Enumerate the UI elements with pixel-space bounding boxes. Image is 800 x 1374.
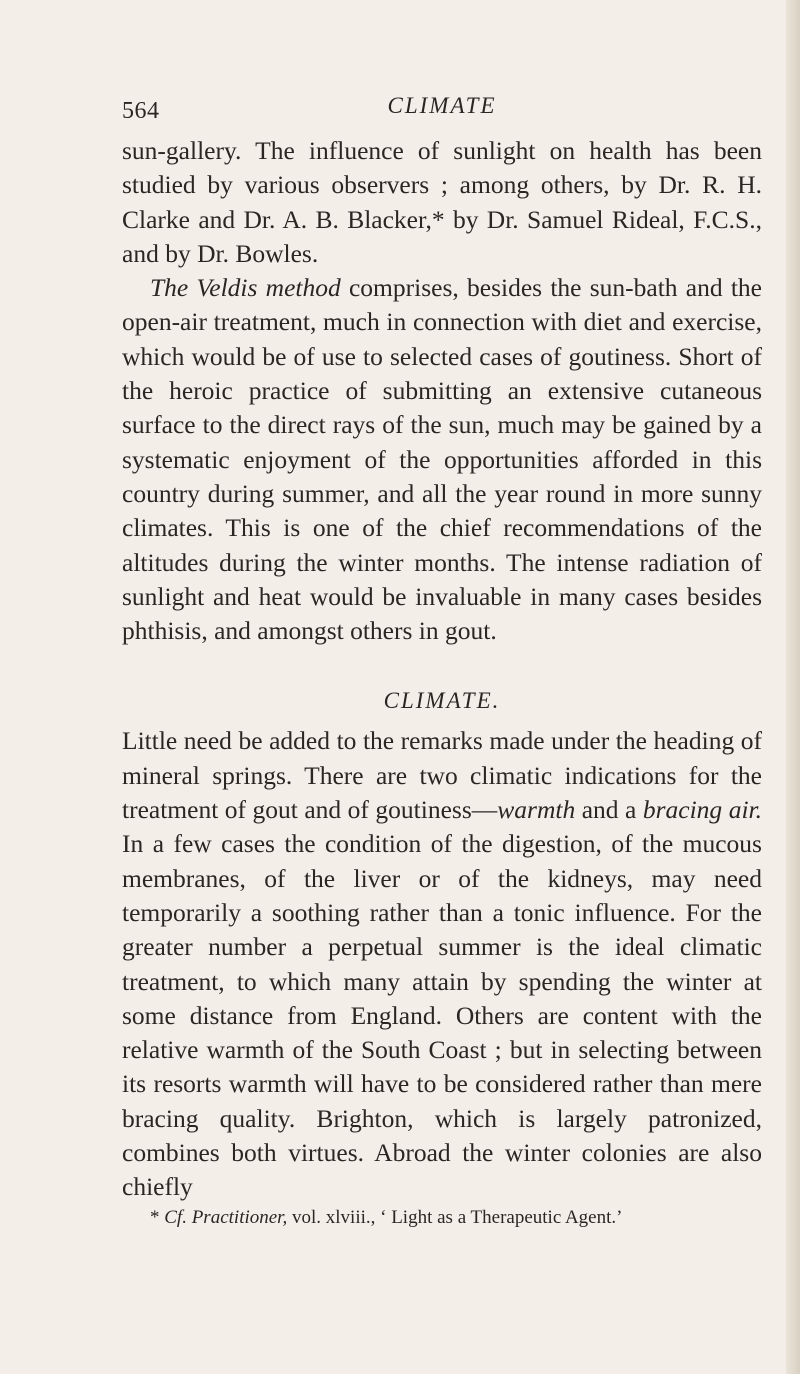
climate-text-part-1: Little need be added to the remarks made under the heading of mineral springs. There are two climatic indications for the treatment of gout and of goutiness— bbox=[122, 726, 762, 825]
footnote bbox=[122, 1205, 762, 1231]
veldis-method-italic: The Veldis method bbox=[150, 273, 341, 303]
section-heading-climate: CLIMATE. bbox=[383, 688, 501, 714]
paragraph-veldis-method bbox=[122, 271, 762, 648]
climate-italic-bracing-air: bracing air. bbox=[642, 795, 762, 825]
climate-text-part-3: In a few cases the condition of the digestion, of the mucous membranes, of the liver or of the kidneys, may need temporarily a soothing rather than a tonic influence. For the greater number a perpetual summer is the ideal climatic treatment, to which many attain by spending the winter at some distance from England. Others are content with the relative warmth of the South Coast ; but in selecting between its resorts warmth will have to be considered rather than mere bracing quality. Brighton, which is largely patronized, combines both virtues. Abroad the winter colonies are also chiefly bbox=[122, 829, 762, 1202]
footnote-marker: * bbox=[150, 1206, 165, 1228]
climate-italic-warmth: warmth bbox=[497, 795, 576, 825]
paragraph-2-text: comprises, besides the sun-bath and the open-air treatment, much in connection with diet and exercise, which would be of use to selected cases of goutiness. Short of the heroic practice of submitting an extensive cutaneous surface to the direct rays of the sun, much may be gained by a systematic enjoyment of the opportunities afforded in this country during summer, and all the year round in more sunny climates. This is one of the chief recommendations of the altitudes during the winter months. The intense radiation of sunlight and heat would be invaluable in many cases besides phthisis, and amongst others in gout. bbox=[122, 273, 763, 646]
page-edge-shadow bbox=[786, 0, 800, 1374]
running-title: CLIMATE bbox=[387, 93, 497, 118]
paragraph-sun-gallery bbox=[122, 134, 762, 271]
footnote-italic-citation: Cf. Practitioner, bbox=[164, 1206, 288, 1228]
running-head bbox=[122, 90, 762, 130]
paragraph-climate bbox=[122, 724, 762, 1204]
body-text bbox=[122, 134, 762, 1231]
climate-text-part-2: and a bbox=[575, 795, 643, 825]
paragraph-1-text: sun-gallery. The influence of sunlight on health has been studied by various observers ; among others, by Dr. R. H. Clarke and Dr. A. B. Blacker,* by Dr. Samuel Rideal, F.C.S., and by Dr. Bowles. bbox=[122, 136, 762, 268]
footnote-text: vol. xlviii., ‘ Light as a Therapeutic Agent.’ bbox=[287, 1206, 623, 1228]
page-number: 564 bbox=[122, 98, 160, 124]
